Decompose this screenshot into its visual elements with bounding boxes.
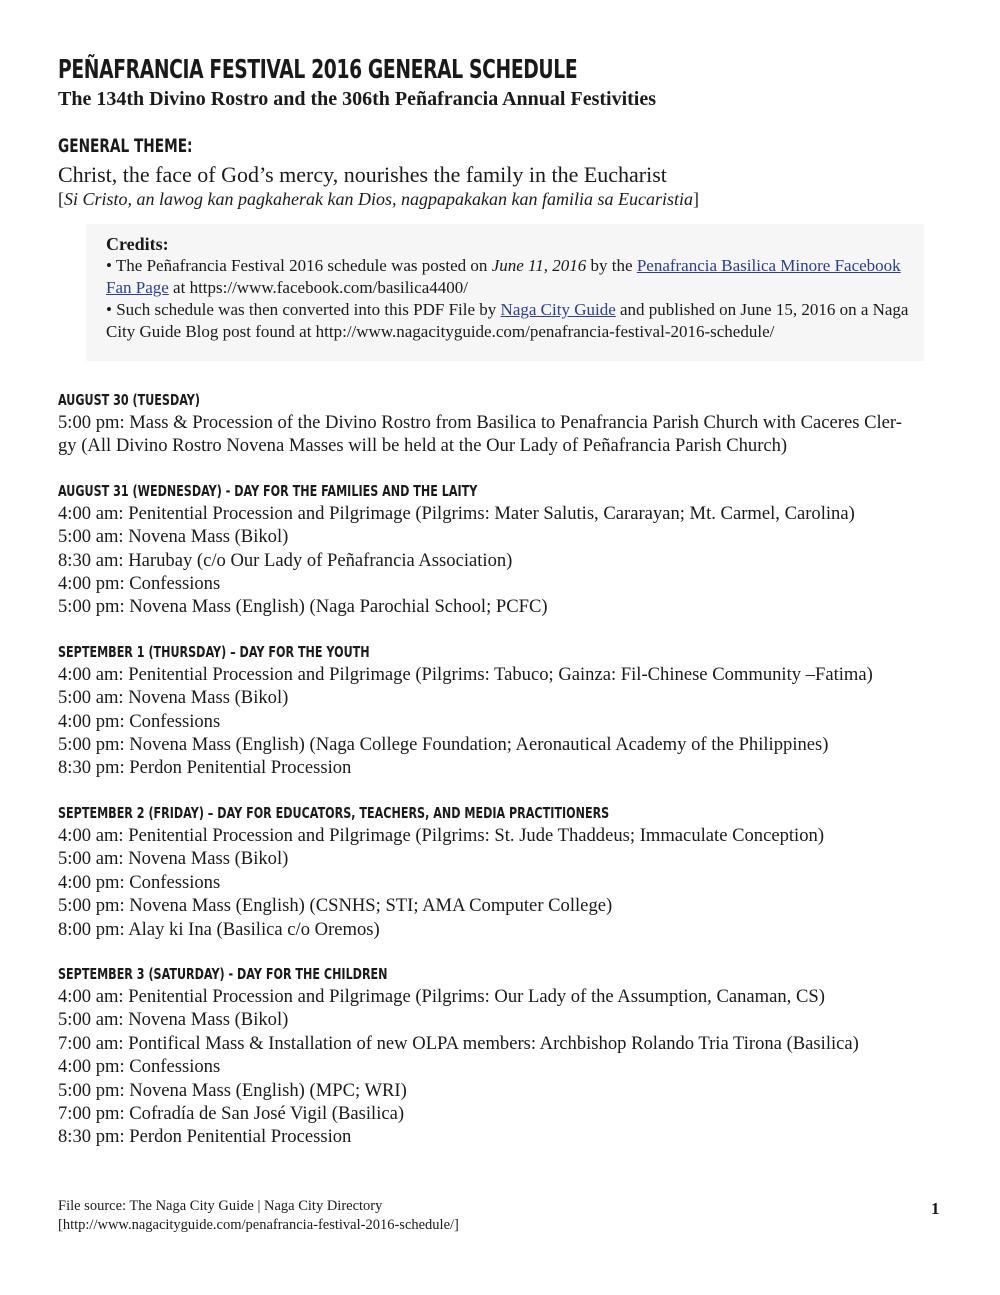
schedule-entry: 4:00 pm: Confessions (58, 573, 221, 595)
schedule-section (58, 963, 948, 1149)
document-subtitle: The 134th Divino Rostro and the 306th Peñafrancia Annual Festivities (58, 88, 656, 110)
schedule-entry: 8:00 pm: Alay ki Ina (Basilica c/o Oremos) (58, 918, 380, 940)
page-number: 1 (931, 1199, 940, 1218)
schedule-entry: 4:00 am: Penitential Procession and Pilgrimage (Pilgrims: Mater Salutis, Cararayan; Mt. Carmel, Carolina) (58, 502, 855, 524)
credit-item-pdf-conversion (106, 299, 924, 343)
credit-date: June 11, 2016 (491, 256, 587, 275)
credits-title: Credits: (106, 234, 169, 254)
credit-text: at https://www.facebook.com/basilica4400/ (168, 278, 468, 297)
schedule-entry: 5:00 am: Novena Mass (Bikol) (58, 848, 289, 870)
schedule-entry: 8:30 pm: Perdon Penitential Procession (58, 757, 352, 779)
schedule-entry: 4:00 am: Penitential Procession and Pilgrimage (Pilgrims: Our Lady of the Assumption, Canaman, CS) (58, 985, 825, 1007)
schedule-section (58, 480, 948, 619)
schedule-entry: 5:00 pm: Novena Mass (English) (MPC; WRI) (58, 1079, 407, 1101)
document-page (58, 54, 948, 1149)
section-heading: AUGUST 31 (WEDNESDAY) - DAY FOR THE FAMILIES AND THE LAITY (58, 481, 478, 500)
schedule-entry: 5:00 am: Novena Mass (Bikol) (58, 1009, 289, 1031)
schedule-entry: 5:00 pm: Mass & Procession of the Divino Rostro from Basilica to Penafrancia Parish Church with Caceres Cler- (58, 412, 902, 433)
schedule-section (58, 389, 948, 458)
credit-text: • Such schedule was then converted into this PDF File by (106, 300, 501, 319)
footer-source: File source: The Naga City Guide | Naga City Directory (58, 1198, 383, 1214)
credits-box (86, 224, 924, 361)
schedule-section (58, 802, 948, 941)
schedule-entry: 5:00 pm: Novena Mass (English) (Naga College Foundation; Aeronautical Academy of the Philippines) (58, 734, 829, 756)
schedule-entry: gy (All Divino Rostro Novena Masses will be held at the Our Lady of Peñafrancia Parish Church) (58, 435, 788, 457)
schedule-entry: 5:00 am: Novena Mass (Bikol) (58, 526, 289, 548)
bracket-close: ] (692, 189, 699, 209)
section-heading: AUGUST 30 (TUESDAY) (58, 391, 200, 409)
theme-translation-text: Si Cristo, an lawog kan pagkaherak kan Dios, nagpapakakan kan familia sa Eucaristia (64, 189, 693, 209)
schedule-entry: 5:00 pm: Novena Mass (English) (Naga Parochial School; PCFC) (58, 596, 548, 618)
facebook-fan-page-link[interactable]: Penafrancia Basilica Minore Facebook Fan Page (106, 256, 901, 297)
document-title: PEÑAFRANCIA FESTIVAL 2016 GENERAL SCHEDULE (58, 55, 578, 85)
schedule-entry: 8:30 pm: Perdon Penitential Procession (58, 1126, 352, 1148)
schedule-entry: 5:00 am: Novena Mass (Bikol) (58, 687, 289, 709)
schedule-entry: 7:00 pm: Cofradía de San José Vigil (Basilica) (58, 1102, 405, 1124)
credit-text: by the (586, 256, 637, 275)
credit-item-schedule-source (106, 255, 924, 299)
theme-label: GENERAL THEME: (58, 135, 193, 157)
schedule-section (58, 641, 948, 780)
schedule-entry: 7:00 am: Pontifical Mass & Installation of new OLPA members: Archbishop Rolando Tria Tirona (Basilica) (58, 1032, 859, 1054)
bracket-open: [ (58, 189, 64, 209)
credit-text: • The Peñafrancia Festival 2016 schedule was posted on (106, 256, 492, 275)
section-heading: SEPTEMBER 3 (SATURDAY) - DAY FOR THE CHILDREN (58, 964, 388, 983)
schedule-entry: 4:00 pm: Confessions (58, 710, 221, 732)
schedule-entry: 4:00 pm: Confessions (58, 1056, 221, 1078)
schedule-entry: 8:30 am: Harubay (c/o Our Lady of Peñafrancia Association) (58, 549, 513, 571)
naga-city-guide-link[interactable]: Naga City Guide (500, 300, 616, 319)
theme-translation (58, 188, 948, 210)
theme-text: Christ, the face of God’s mercy, nourishes the family in the Eucharist (58, 162, 667, 187)
schedule-entry: 4:00 pm: Confessions (58, 871, 221, 893)
footer-url: [http://www.nagacityguide.com/penafrancia-festival-2016-schedule/] (58, 1217, 459, 1233)
schedule-entry: 4:00 am: Penitential Procession and Pilgrimage (Pilgrims: St. Jude Thaddeus; Immaculate Conception) (58, 824, 825, 846)
credit-text: and published on June 15, 2016 on a Naga City Guide Blog post found at http://www.nagacityguide.com/penafrancia-festival-2016-schedule/ (106, 300, 909, 341)
section-heading: SEPTEMBER 1 (THURSDAY) – DAY FOR THE YOUTH (58, 642, 370, 661)
schedule-entry: 5:00 pm: Novena Mass (English) (CSNHS; STI; AMA Computer College) (58, 895, 613, 917)
schedule-entry: 4:00 am: Penitential Procession and Pilgrimage (Pilgrims: Tabuco; Gainza: Fil-Chinese Community –Fatima) (58, 663, 873, 685)
schedule-list (58, 389, 948, 1149)
section-heading: SEPTEMBER 2 (FRIDAY) – DAY FOR EDUCATORS, TEACHERS, AND MEDIA PRACTITIONERS (58, 803, 610, 822)
page-footer (58, 1197, 459, 1235)
